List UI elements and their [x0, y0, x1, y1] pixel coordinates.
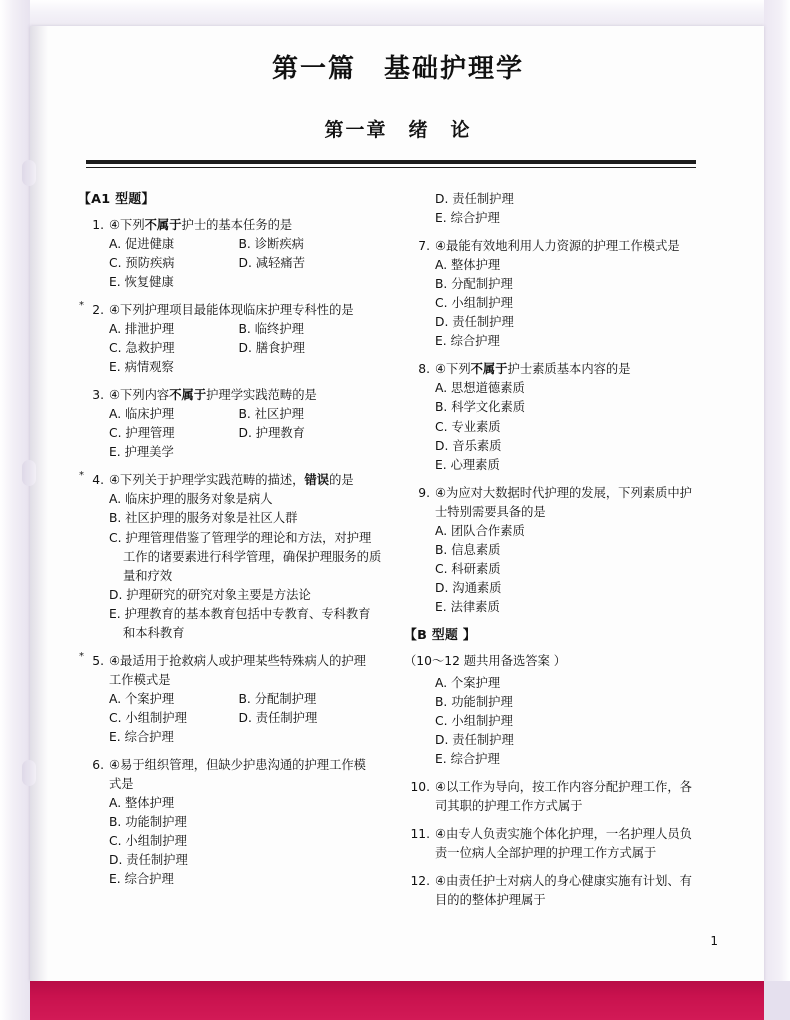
question-number: 7.: [418, 239, 430, 254]
option-item[interactable]: E. 护理教育的基本教育包括中专教育、专科教育和本科教育: [109, 606, 371, 640]
question-item: [78, 470, 382, 642]
option-list: [109, 794, 368, 889]
option-item[interactable]: A. 团队合作素质: [435, 523, 525, 538]
option-item[interactable]: D. 责任制护理: [435, 733, 514, 747]
chapter-title: 第一章 绪 论: [324, 119, 472, 141]
question-item: [78, 216, 368, 292]
question-item: [404, 360, 704, 474]
question-star-mark: *: [79, 300, 84, 312]
section-heading-a1: 【A1 型题】: [78, 192, 155, 207]
question-stem: ④最适用于抢救病人或护理某些特殊病人的护理工作模式是: [109, 653, 366, 687]
question-number: 1.: [92, 217, 104, 232]
question-number: 3.: [92, 388, 104, 403]
option-item[interactable]: C. 护理管理借鉴了管理学的理论和方法，对护理工作的诸要素进行科学管理，确保护理服务的质量和疗效: [109, 530, 382, 583]
question-body: [435, 484, 704, 617]
option-item[interactable]: D. 沟通素质: [435, 580, 502, 595]
shared-option-list: [435, 674, 704, 769]
option-item[interactable]: E. 综合护理: [109, 872, 174, 887]
question-body: [435, 778, 704, 816]
question-number: 12.: [410, 874, 430, 889]
question-body: [109, 386, 368, 462]
shared-options-spacer: [404, 674, 435, 769]
option-list: [435, 256, 704, 351]
question-item: [404, 825, 704, 863]
question-body: [435, 360, 704, 474]
option-item[interactable]: A. 个案护理: [435, 675, 501, 690]
carryover-spacer: [404, 190, 435, 228]
carryover-option-list: [435, 190, 704, 228]
question-body: [435, 872, 704, 910]
option-item[interactable]: D. 责任制护理: [109, 853, 188, 868]
question-body: [435, 237, 704, 351]
question-stem: ④下列不属于护士的基本任务的是: [109, 217, 293, 232]
option-item[interactable]: B. 分配制护理: [435, 277, 513, 292]
question-body: [109, 301, 368, 377]
option-item[interactable]: A. 临床护理: [109, 407, 175, 422]
page-number: 1: [710, 934, 718, 948]
option-item[interactable]: C. 预防疾病: [109, 255, 175, 270]
question-stem: ④为应对大数据时代护理的发展，下列素质中护士特别需要具备的是: [435, 485, 692, 519]
question-body: [435, 825, 704, 863]
question-stem: ④易于组织管理，但缺少护患沟通的护理工作模式是: [109, 758, 366, 792]
option-list: [109, 320, 368, 377]
question-number: 9.: [418, 485, 430, 500]
option-item[interactable]: A. 排泄护理: [109, 322, 175, 337]
question-body: [109, 756, 368, 889]
option-list: [109, 235, 368, 292]
option-list: [435, 379, 704, 474]
footer-corner: [764, 981, 790, 1020]
option-item[interactable]: C. 专业素质: [435, 419, 501, 434]
option-item[interactable]: B. 功能制护理: [109, 815, 187, 830]
question-stem: ④下列内容不属于护理学实践范畴的是: [109, 388, 317, 403]
question-item: [78, 756, 368, 889]
question-number: 10.: [410, 780, 430, 795]
option-item[interactable]: B. 科学文化素质: [435, 400, 526, 415]
document-content: [78, 48, 718, 919]
question-stem-emphasis: 不属于: [169, 388, 207, 403]
option-item[interactable]: B. 社区护理的服务对象是社区人群: [109, 511, 298, 526]
option-list: [109, 405, 368, 462]
footer-band: [30, 981, 764, 1020]
question-stem-emphasis: 错误: [304, 473, 330, 488]
question-number: 6.: [92, 758, 104, 773]
question-stem: ④由专人负责实施个体化护理，一名护理人员负责一位病人全部护理的护理工作方式属于: [435, 827, 692, 861]
option-item[interactable]: C. 急救护理: [109, 341, 175, 356]
column-right: [404, 190, 704, 919]
option-item[interactable]: B. 临终护理: [238, 322, 304, 337]
section-heading-b: 【B 型题 】: [404, 627, 476, 643]
option-item[interactable]: C. 科研素质: [435, 561, 501, 576]
option-item[interactable]: D. 减轻痛苦: [238, 255, 305, 270]
shared-answers-note: （10～12 题共用备选答案 ）: [404, 653, 567, 668]
option-item[interactable]: D. 膳食护理: [238, 341, 305, 356]
footer-band-inner: [30, 981, 764, 1020]
option-list: [109, 690, 368, 747]
option-item[interactable]: A. 思想道德素质: [435, 381, 525, 396]
option-item[interactable]: B. 社区护理: [238, 407, 304, 422]
page-edge-left: [0, 0, 30, 1020]
carryover-options-row: [404, 190, 704, 228]
question-stem: ④下列不属于护士素质基本内容的是: [435, 362, 631, 377]
option-item[interactable]: E. 法律素质: [435, 599, 500, 614]
question-number: 11.: [410, 827, 430, 842]
two-column-body: [78, 190, 718, 919]
option-item[interactable]: D. 护理研究的研究对象主要是方法论: [109, 587, 311, 602]
question-item: [78, 652, 368, 747]
question-stem: ④下列关于护理学实践范畴的描述，错误的是: [109, 473, 354, 488]
question-body: [109, 652, 368, 747]
question-stem: ④最能有效地利用人力资源的护理工作模式是: [435, 239, 680, 254]
option-item[interactable]: E. 综合护理: [109, 730, 174, 744]
option-item[interactable]: D. 责任制护理: [435, 192, 514, 206]
rule-thick: [86, 160, 696, 164]
rule-thin: [86, 167, 696, 168]
question-item: [404, 484, 704, 617]
option-item[interactable]: E. 综合护理: [435, 752, 500, 767]
question-item: [404, 778, 704, 816]
question-number: * 5.: [79, 650, 104, 668]
option-item[interactable]: B. 信息素质: [435, 542, 501, 557]
question-item: [404, 872, 704, 910]
question-body: [109, 216, 368, 292]
binding-hole: [22, 760, 36, 786]
option-item[interactable]: A. 促进健康: [109, 236, 175, 251]
option-item[interactable]: A. 整体护理: [109, 796, 175, 811]
option-list: [435, 522, 704, 617]
page-edge-right: [764, 0, 790, 1020]
question-stem: ④由责任护士对病人的身心健康实施有计划、有目的的整体护理属于: [435, 874, 692, 908]
question-stem: ④以工作为导向，按工作内容分配护理工作，各司其职的护理工作方式属于: [435, 780, 692, 814]
question-stem-emphasis: 不属于: [470, 362, 508, 377]
option-item[interactable]: C. 小组制护理: [435, 296, 513, 311]
option-item[interactable]: E. 综合护理: [435, 211, 500, 226]
page-edge-top: [0, 0, 790, 26]
question-star-mark: *: [79, 470, 84, 482]
question-number: 8.: [418, 362, 430, 377]
question-item: [78, 386, 368, 462]
shared-options-row: [404, 674, 704, 769]
option-item[interactable]: B. 诊断疾病: [238, 236, 304, 251]
question-stem-emphasis: 不属于: [144, 217, 182, 232]
option-item[interactable]: B. 分配制护理: [238, 691, 317, 706]
question-stem: ④下列护理项目最能体现临床护理专科性的是: [109, 303, 354, 318]
question-star-mark: *: [79, 650, 84, 662]
option-item[interactable]: D. 护理教育: [238, 426, 305, 441]
binding-hole: [22, 160, 36, 186]
question-item: [78, 301, 368, 377]
option-item[interactable]: E. 心理素质: [435, 457, 500, 472]
option-item[interactable]: C. 小组制护理: [435, 713, 513, 728]
question-number: * 4.: [79, 470, 104, 488]
option-item[interactable]: C. 护理管理: [109, 426, 175, 441]
option-item[interactable]: D. 责任制护理: [435, 315, 514, 330]
question-number: * 2.: [79, 300, 104, 318]
question-body: [109, 471, 382, 642]
option-item[interactable]: D. 音乐素质: [435, 438, 502, 453]
option-item[interactable]: E. 病情观察: [109, 360, 174, 375]
question-item: [404, 237, 704, 351]
binding-hole: [22, 460, 36, 486]
option-list: [109, 490, 382, 642]
option-item[interactable]: E. 护理美学: [109, 445, 174, 460]
option-item[interactable]: C. 小组制护理: [109, 710, 187, 725]
option-item[interactable]: B. 功能制护理: [435, 694, 513, 709]
option-item[interactable]: D. 责任制护理: [238, 710, 318, 725]
column-left: [78, 190, 382, 919]
header-rule: [86, 160, 696, 168]
option-item[interactable]: E. 恢复健康: [109, 274, 174, 289]
option-item[interactable]: A. 整体护理: [435, 258, 501, 273]
option-item[interactable]: E. 综合护理: [435, 334, 500, 349]
option-item[interactable]: A. 临床护理的服务对象是病人: [109, 492, 273, 507]
part-title: 第一篇 基础护理学: [271, 54, 524, 84]
option-item[interactable]: C. 小组制护理: [109, 834, 187, 849]
option-item[interactable]: A. 个案护理: [109, 691, 175, 706]
